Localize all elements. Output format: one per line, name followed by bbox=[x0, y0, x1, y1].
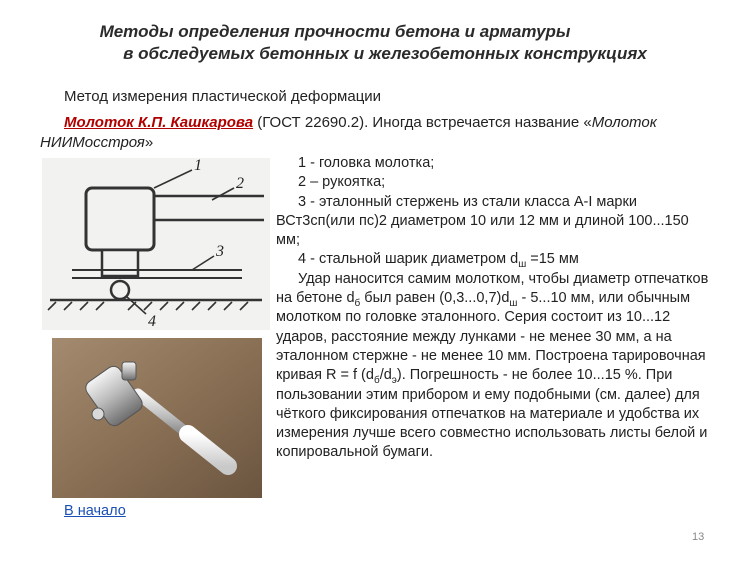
page-subtitle: в обследуемых бетонных и железобетонных конструкциях bbox=[123, 44, 647, 63]
text-column bbox=[276, 154, 716, 463]
hammer-photo bbox=[52, 338, 262, 498]
diagram-label-1: 1 bbox=[194, 158, 202, 174]
page-number: 13 bbox=[692, 531, 705, 543]
page-title: Методы определения прочности бетона и арматуры bbox=[99, 22, 571, 41]
legend-item-4: 4 - стальной шарик диаметром $d_ш =15$ мм bbox=[298, 251, 579, 271]
standard-text: (ГОСТ 22690.2). Иногда встречается название « bbox=[253, 114, 592, 131]
legend-item-3: 3 - эталонный стержень из стали класса А-I марки ВСт3сп(или пс)2 диаметром 10 или 12 мм и длиной 100...150 мм; bbox=[276, 193, 689, 249]
diagram-label-3: 3 bbox=[216, 243, 224, 260]
close-quote: » bbox=[144, 134, 154, 151]
diagram-label-2: 2 bbox=[236, 175, 244, 192]
author-name-link[interactable]: Молоток К.П. Кашкарова bbox=[64, 114, 254, 131]
legend-item-2: 2 – рукоятка; bbox=[298, 174, 386, 191]
alt-name: Молоток НИИМосстроя bbox=[40, 114, 657, 151]
hammer-diagram bbox=[42, 158, 270, 330]
back-to-start-link[interactable]: В начало bbox=[64, 503, 126, 519]
legend-item-1: 1 - головка молотка; bbox=[298, 155, 435, 171]
diagram-label-4: 4 bbox=[148, 313, 156, 330]
description-paragraph: Удар наносится самим молотком, чтобы диаметр отпечатков на бетоне $d_б$ был равен $(0,3...0,7)d_ш - 5...10$ мм, или обычным молотком по головке эталонного. Серия состоит из 10...12 ударов, расстояние между лунками - не менее 30 мм, а на эталонном стержне - не менее 10 мм. Построена тарировочная кривая R = f $(d_б/d_э)$. Погрешность - не более 10...15 %. При пользовании этим прибором и ему подобными (см. далее) для чёткого фиксирования отпечатков на материале и удобства их измерения лучше всего совместно использовать листы белой и копировальной бумаги. bbox=[276, 270, 709, 461]
method-name: Метод измерения пластической деформации bbox=[64, 88, 382, 105]
author-line bbox=[40, 113, 720, 153]
